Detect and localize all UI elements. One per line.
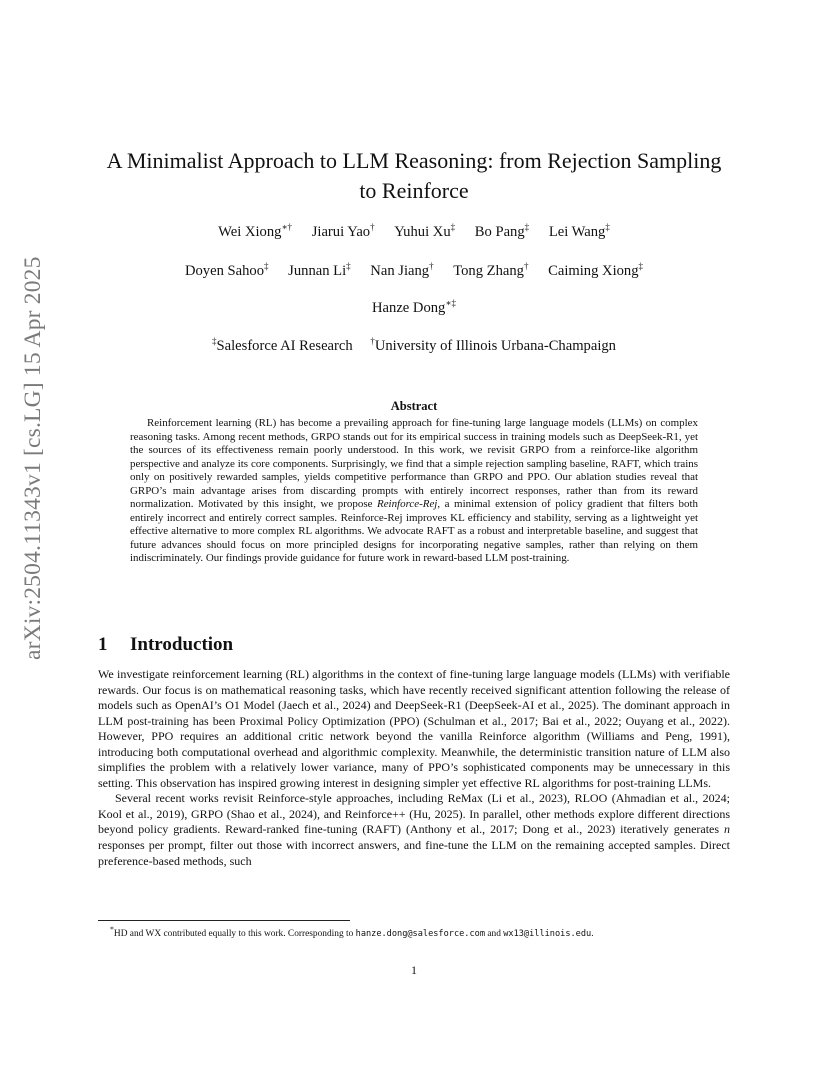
page-number: 1 xyxy=(411,963,417,977)
affiliation: ‡Salesforce AI Research xyxy=(212,336,353,354)
author: Tong Zhang† xyxy=(453,261,529,279)
author: Yuhui Xu‡ xyxy=(394,222,456,240)
paper-title: A Minimalist Approach to LLM Reasoning: from Rejection Sampling to Reinforce xyxy=(106,148,722,203)
author: Nan Jiang† xyxy=(370,261,434,279)
author-row-1 xyxy=(90,222,738,241)
footnote-rule xyxy=(98,920,350,921)
arxiv-identifier: arXiv:2504.11343v1 [cs.LG] 15 Apr 2025 xyxy=(20,256,46,660)
email-link[interactable]: hanze.dong@salesforce.com xyxy=(355,929,485,940)
paragraph: Several recent works revisit Reinforce-style approaches, including ReMax (Li et al., 2023), RLOO (Ahmadian et al., 2024; Kool et al., 2019), GRPO (Shao et al., 2024), and Reinforce++ (Hu, 2025). In parallel, other methods explore different directions beyond policy gradients. Reward-ranked fine-tuning (RAFT) (Anthony et al., 2017; Dong et al., 2023) iteratively generates n responses per prompt, filter out those with incorrect answers, and fine-tune the LLM on the remaining accepted samples. Direct preference-based methods, such xyxy=(98,791,730,868)
author: Hanze Dong∗‡ xyxy=(372,298,456,316)
section-number: 1 xyxy=(98,634,108,655)
affiliation: †University of Illinois Urbana-Champaign xyxy=(370,336,616,354)
author: Caiming Xiong‡ xyxy=(548,261,644,279)
abstract-heading: Abstract xyxy=(390,399,438,413)
section-heading xyxy=(98,634,233,656)
affiliations xyxy=(90,336,738,355)
author: Junnan Li‡ xyxy=(288,261,351,279)
introduction-body xyxy=(98,667,730,869)
footnote: *HD and WX contributed equally to this work. Corresponding to hanze.dong@salesforce.com and wx13@illinois.edu. xyxy=(110,925,594,940)
author-row-2 xyxy=(90,261,738,280)
paragraph: We investigate reinforcement learning (RL) algorithms in the context of fine-tuning large language models (LLMs) with verifiable rewards. Our focus is on mathematical reasoning tasks, which have recently received significant attention following the release of models such as OpenAI’s O1 Model (Jaech et al., 2024) and DeepSeek-R1 (DeepSeek-AI et al., 2025). The dominant approach in LLM post-training has been Proximal Policy Optimization (PPO) (Schulman et al., 2017; Bai et al., 2022; Ouyang et al., 2022). However, PPO requires an additional critic network beyond the vanilla Reinforce algorithm (Williams and Peng, 1991), introducing both computational overhead and algorithmic complexity. Meanwhile, the deterministic transition nature of LLM also simplifies the problem with a relatively lower variance, many of PPO’s sophisticated components may be unnecessary in this setting. This observation has inspired growing interest in designing simpler yet effective RL algorithms for post-training LLMs. xyxy=(98,667,730,790)
author: Doyen Sahoo‡ xyxy=(184,261,269,279)
author-row-3 xyxy=(90,298,738,317)
email-link[interactable]: wx13@illinois.edu xyxy=(503,929,592,940)
author: Bo Pang‡ xyxy=(474,222,530,240)
author: Lei Wang‡ xyxy=(548,222,610,240)
section-title: Introduction xyxy=(130,634,234,655)
abstract-text: Reinforcement learning (RL) has become a prevailing approach for fine-tuning large language models (LLMs) on complex reasoning tasks. Among recent methods, GRPO stands out for its empirical success in training models such as DeepSeek-R1, yet the sources of its effectiveness remain poorly understood. In this work, we revisit GRPO from a reinforce-like algorithm perspective and analyze its core components. Surprisingly, we find that a simple rejection sampling baseline, RAFT, which trains only on positively rewarded samples, yields competitive performance than GRPO and PPO. Our ablation studies reveal that GRPO’s main advantage arises from discarding prompts with entirely incorrect responses, rather than from its reward normalization. Motivated by this insight, we propose Reinforce-Rej, a minimal extension of policy gradient that filters both entirely incorrect and entirely correct samples. Reinforce-Rej improves KL efficiency and stability, serving as a lightweight yet effective alternative to more complex RL algorithms. We advocate RAFT as a robust and interpretable baseline, and suggest that future advances should focus on more principled designs for incorporating negative samples, rather than relying on them indiscriminately. Our findings provide guidance for future work in reward-based LLM post-training. xyxy=(130,417,699,564)
author: Wei Xiong∗† xyxy=(218,222,293,240)
author: Jiarui Yao† xyxy=(311,222,375,240)
